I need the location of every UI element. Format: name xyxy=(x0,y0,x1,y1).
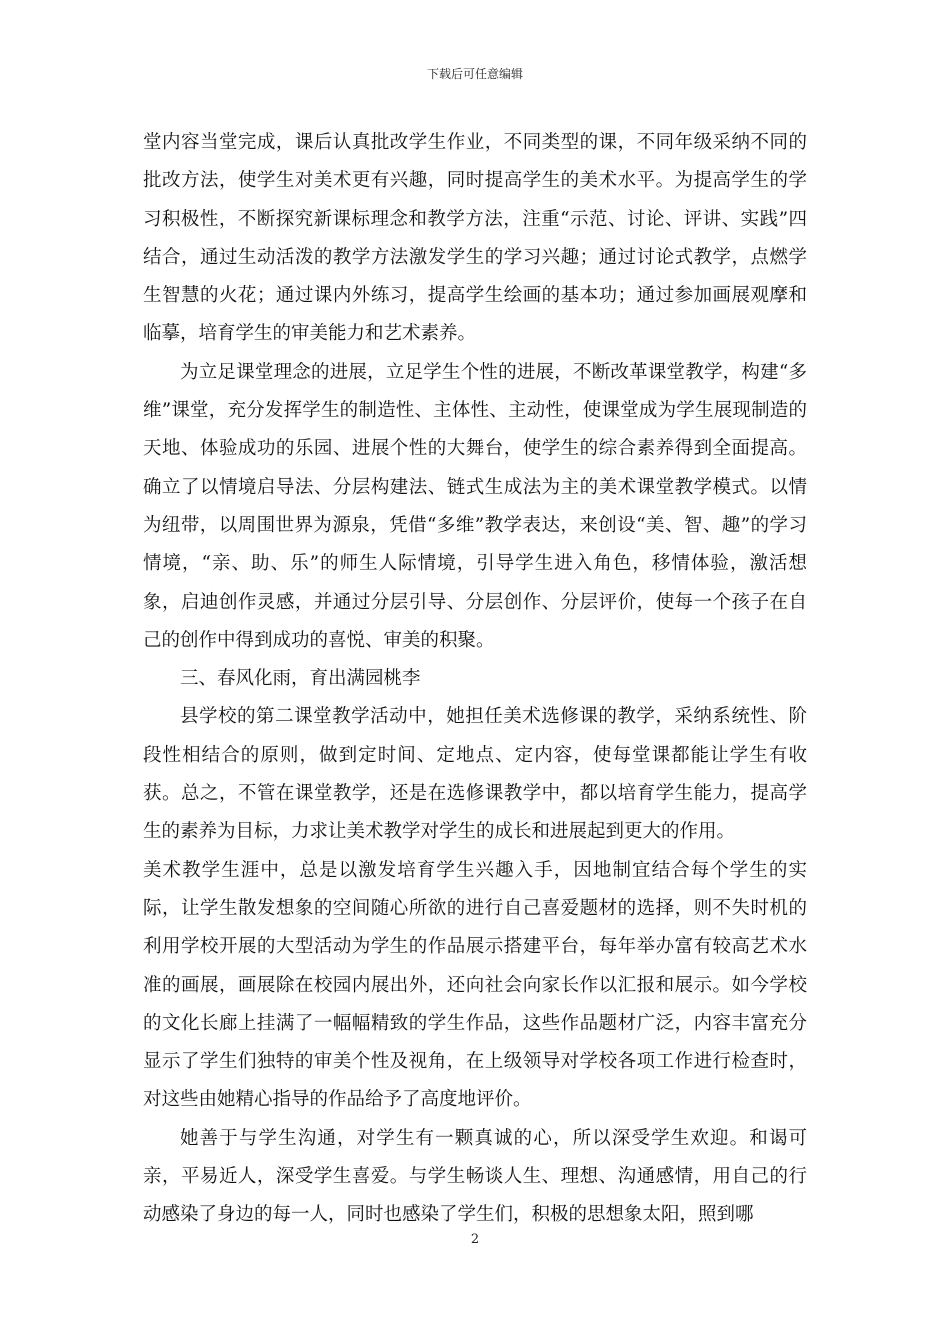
section-heading: 三、春风化雨，育出满园桃李 xyxy=(180,668,421,690)
document-body xyxy=(143,124,807,1235)
paragraph: 县学校的第二课堂教学活动中，她担任美术选修课的教学，采纳系统性、阶段性相结合的原则，做到定时间、定地点、定内容，使每堂课都能让学生有收获。总之，不管在课堂教学，还是在选修课教学中，都以培育学生能力，提高学生的素养为目标，力求让美术教学对学生的成长和进展起到更大的作用。 xyxy=(143,706,807,843)
paragraph: 她善于与学生沟通，对学生有一颗真诚的心，所以深受学生欢迎。和谒可亲，平易近人，深受学生喜爱。与学生畅谈人生、理想、沟通感情，用自己的行动感染了身边的每一人，同时也感染了学生们，积极的思想象太阳，照到哪 xyxy=(143,1127,807,1226)
paragraph: 为立足课堂理念的进展，立足学生个性的进展，不断改革课堂教学，构建“多维”课堂，充分发挥学生的制造性、主体性、主动性，使课堂成为学生展现制造的天地、体验成功的乐园、进展个性的大舞台，使学生的综合素养得到全面提高。确立了以情境启导法、分层构建法、链式生成法为主的美术课堂教学模式。以情为纽带，以周围世界为源泉，凭借“多维”教学表达，来创设“美、智、趣”的学习情境，“亲、助、乐”的师生人际情境，引导学生进入角色，移情体验，激活想象，启迪创作灵感，并通过分层引导、分层创作、分层评价，使每一个孩子在自己的创作中得到成功的喜悦、审美的积聚。 xyxy=(143,361,807,651)
page-header: 下载后可任意编辑 xyxy=(426,67,523,81)
paragraph: 堂内容当堂完成，课后认真批改学生作业，不同类型的课，不同年级采纳不同的批改方法，使学生对美术更有兴趣，同时提高学生的美术水平。为提高学生的学习积极性，不断探究新课标理念和教学方法，注重“示范、讨论、评讲、实践”四结合，通过生动活泼的教学方法激发学生的学习兴趣；通过讨论式教学，点燃学生智慧的火花；通过课内外练习，提高学生绘画的基本功；通过参加画展观摩和临摹，培育学生的审美能力和艺术素养。 xyxy=(143,132,807,345)
page-number: 2 xyxy=(470,1232,480,1247)
paragraph: 美术教学生涯中，总是以激发培育学生兴趣入手，因地制宜结合每个学生的实际，让学生散发想象的空间随心所欲的进行自己喜爱题材的选择，则不失时机的利用学校开展的大型活动为学生的作品展示搭建平台，每年举办富有较高艺术水准的画展，画展除在校园内展出外，还向社会向家长作以汇报和展示。如今学校的文化长廊上挂满了一幅幅精致的学生作品，这些作品题材广泛，内容丰富充分显示了学生们独特的审美个性及视角，在上级领导对学校各项工作进行检查时，对这些由她精心指导的作品给予了高度地评价。 xyxy=(143,859,807,1111)
